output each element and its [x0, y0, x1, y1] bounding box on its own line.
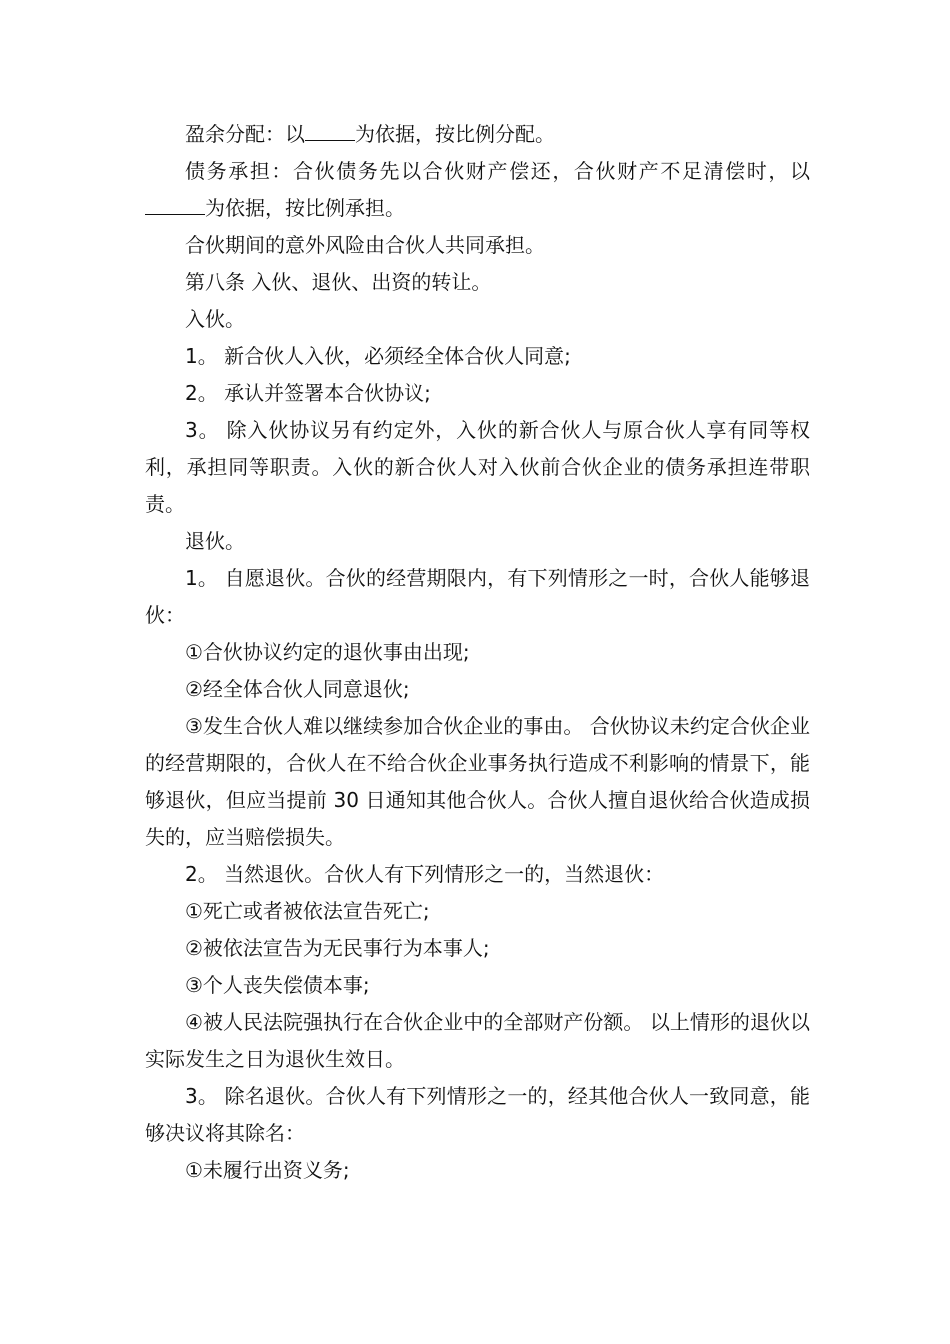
paragraph-profit-distribution	[145, 116, 810, 153]
section-heading-withdrawal: 退伙。	[185, 529, 245, 553]
section-heading-joining: 入伙。	[185, 307, 245, 331]
paragraph-debt-bearing	[145, 153, 810, 227]
sub-list-item: ①死亡或者被依法宣告死亡;	[185, 899, 430, 923]
paragraph-text: 债务承担：合伙债务先以合伙财产偿还，合伙财产不足清偿时，以	[185, 159, 810, 183]
sub-list-item: ③个人丧失偿债本事;	[185, 973, 370, 997]
list-item: 2。 承认并签署本合伙协议;	[185, 381, 431, 405]
sub-list-item: ③发生合伙人难以继续参加合伙企业的事由。 合伙协议未约定合伙企业的经营期限的，合伙人在不给合伙企业事务执行造成不利影响的情景下，能够退伙，但应当提前 30 日通知其他合伙人。合伙人擅自退伙给合伙造成损失的，应当赔偿损失。	[145, 714, 810, 849]
list-item: 1。 新合伙人入伙，必须经全体合伙人同意;	[185, 344, 571, 368]
paragraph: 合伙期间的意外风险由合伙人共同承担。	[185, 233, 545, 257]
paragraph-text: 为依据，按比例分配。	[355, 122, 555, 146]
list-item: 2。 当然退伙。合伙人有下列情形之一的，当然退伙：	[185, 862, 665, 886]
sub-list-item: ①合伙协议约定的退伙事由出现;	[185, 640, 470, 664]
list-item: 3。 除入伙协议另有约定外，入伙的新合伙人与原合伙人享有同等权利，承担同等职责。入伙的新合伙人对入伙前合伙企业的债务承担连带职责。	[145, 418, 810, 516]
list-item: 3。 除名退伙。合伙人有下列情形之一的，经其他合伙人一致同意，能够决议将其除名：	[145, 1084, 810, 1145]
fill-in-blank[interactable]	[305, 118, 355, 141]
paragraph-text: 为依据，按比例承担。	[205, 196, 405, 220]
article-heading: 第八条 入伙、退伙、出资的转让。	[185, 270, 492, 294]
sub-list-item: ④被人民法院强执行在合伙企业中的全部财产份额。 以上情形的退伙以实际发生之日为退伙生效日。	[145, 1010, 810, 1071]
sub-list-item: ②经全体合伙人同意退伙;	[185, 677, 410, 701]
sub-list-item: ②被依法宣告为无民事行为本事人;	[185, 936, 490, 960]
fill-in-blank[interactable]	[145, 192, 205, 215]
document-body	[145, 116, 810, 1189]
paragraph-text: 盈余分配：以	[185, 122, 305, 146]
list-item: 1。 自愿退伙。合伙的经营期限内，有下列情形之一时，合伙人能够退伙：	[145, 566, 810, 627]
sub-list-item: ①未履行出资义务;	[185, 1158, 350, 1182]
